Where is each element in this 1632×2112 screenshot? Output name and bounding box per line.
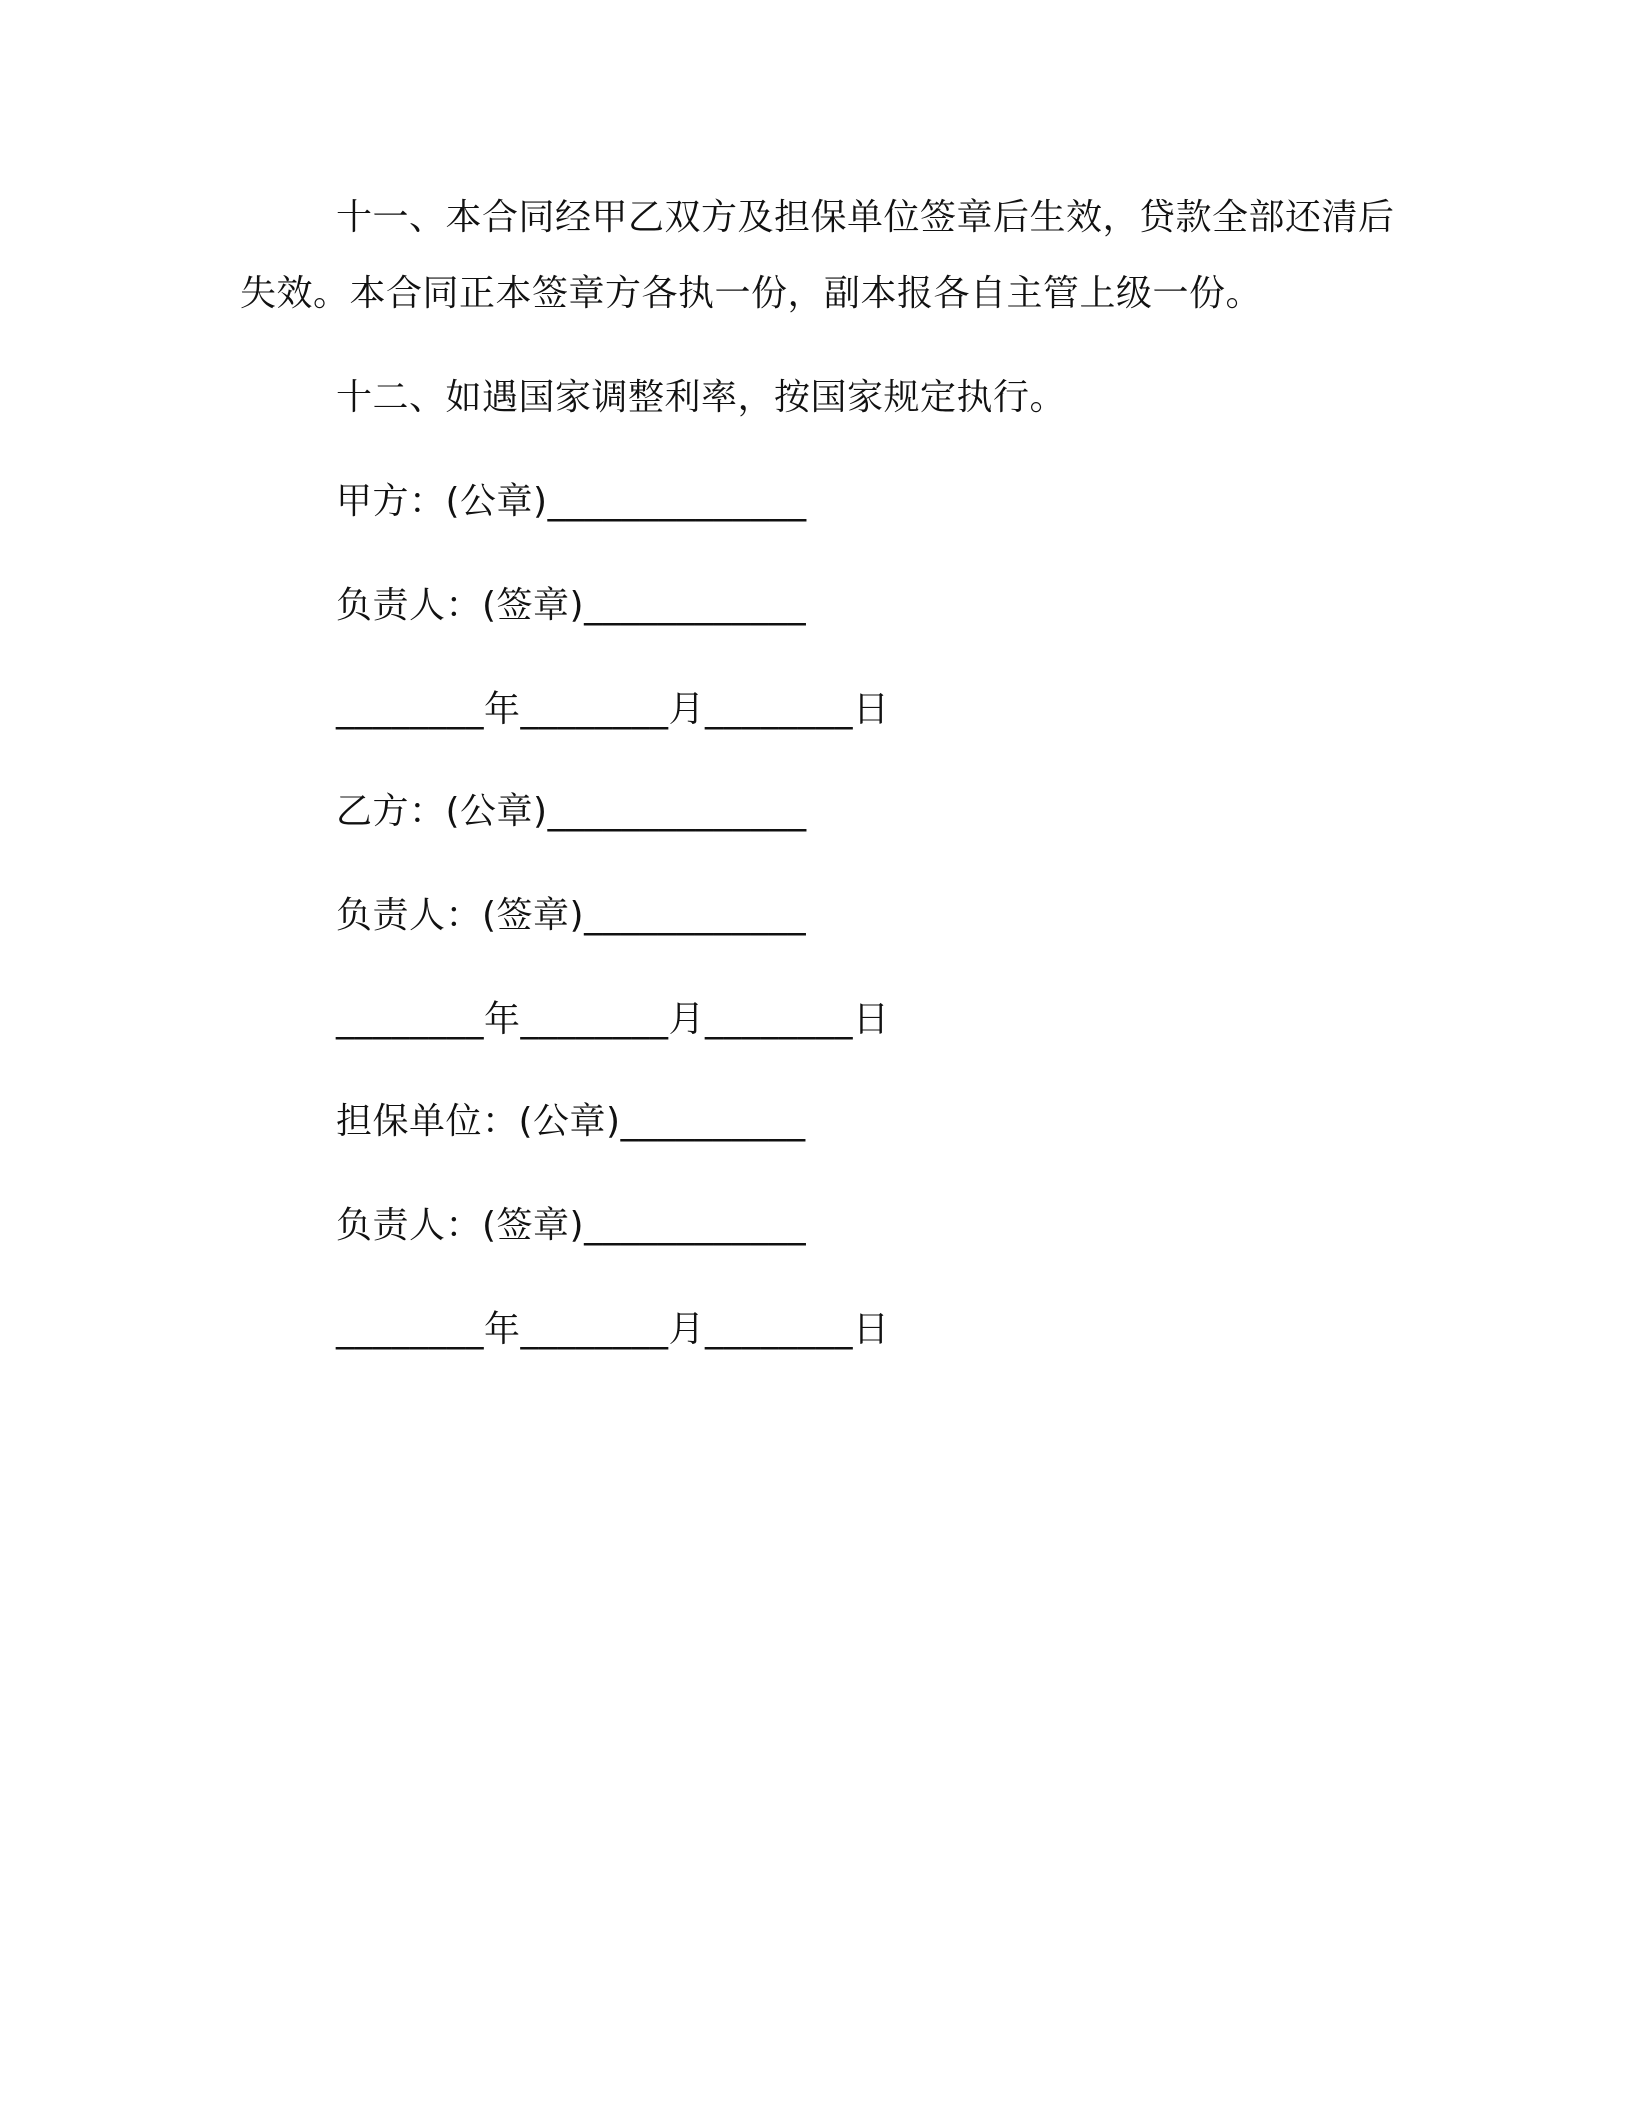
guarantor-seal-line: 担保单位：(公章)__________	[336, 1101, 806, 1142]
party-a-person-line: 负责人：(签章)____________	[336, 585, 807, 626]
party-a-date-line: ________年________月________日	[336, 689, 890, 730]
party-b-seal-line: 乙方：(公章)______________	[336, 791, 807, 832]
clause-12: 十二、如遇国家调整利率，按国家规定执行。	[336, 377, 1067, 418]
party-a-seal-line: 甲方：(公章)______________	[336, 481, 807, 522]
clause-11: 十一、本合同经甲乙双方及担保单位签章后生效，贷款全部还清后失效。本合同正本签章方各执一份，副本报各自主管上级一份。	[240, 197, 1395, 314]
party-b-person-line: 负责人：(签章)____________	[336, 895, 807, 936]
guarantor-person-line: 负责人：(签章)____________	[336, 1205, 807, 1246]
party-b-date-line: ________年________月________日	[336, 999, 890, 1040]
guarantor-date-line: ________年________月________日	[336, 1309, 890, 1350]
